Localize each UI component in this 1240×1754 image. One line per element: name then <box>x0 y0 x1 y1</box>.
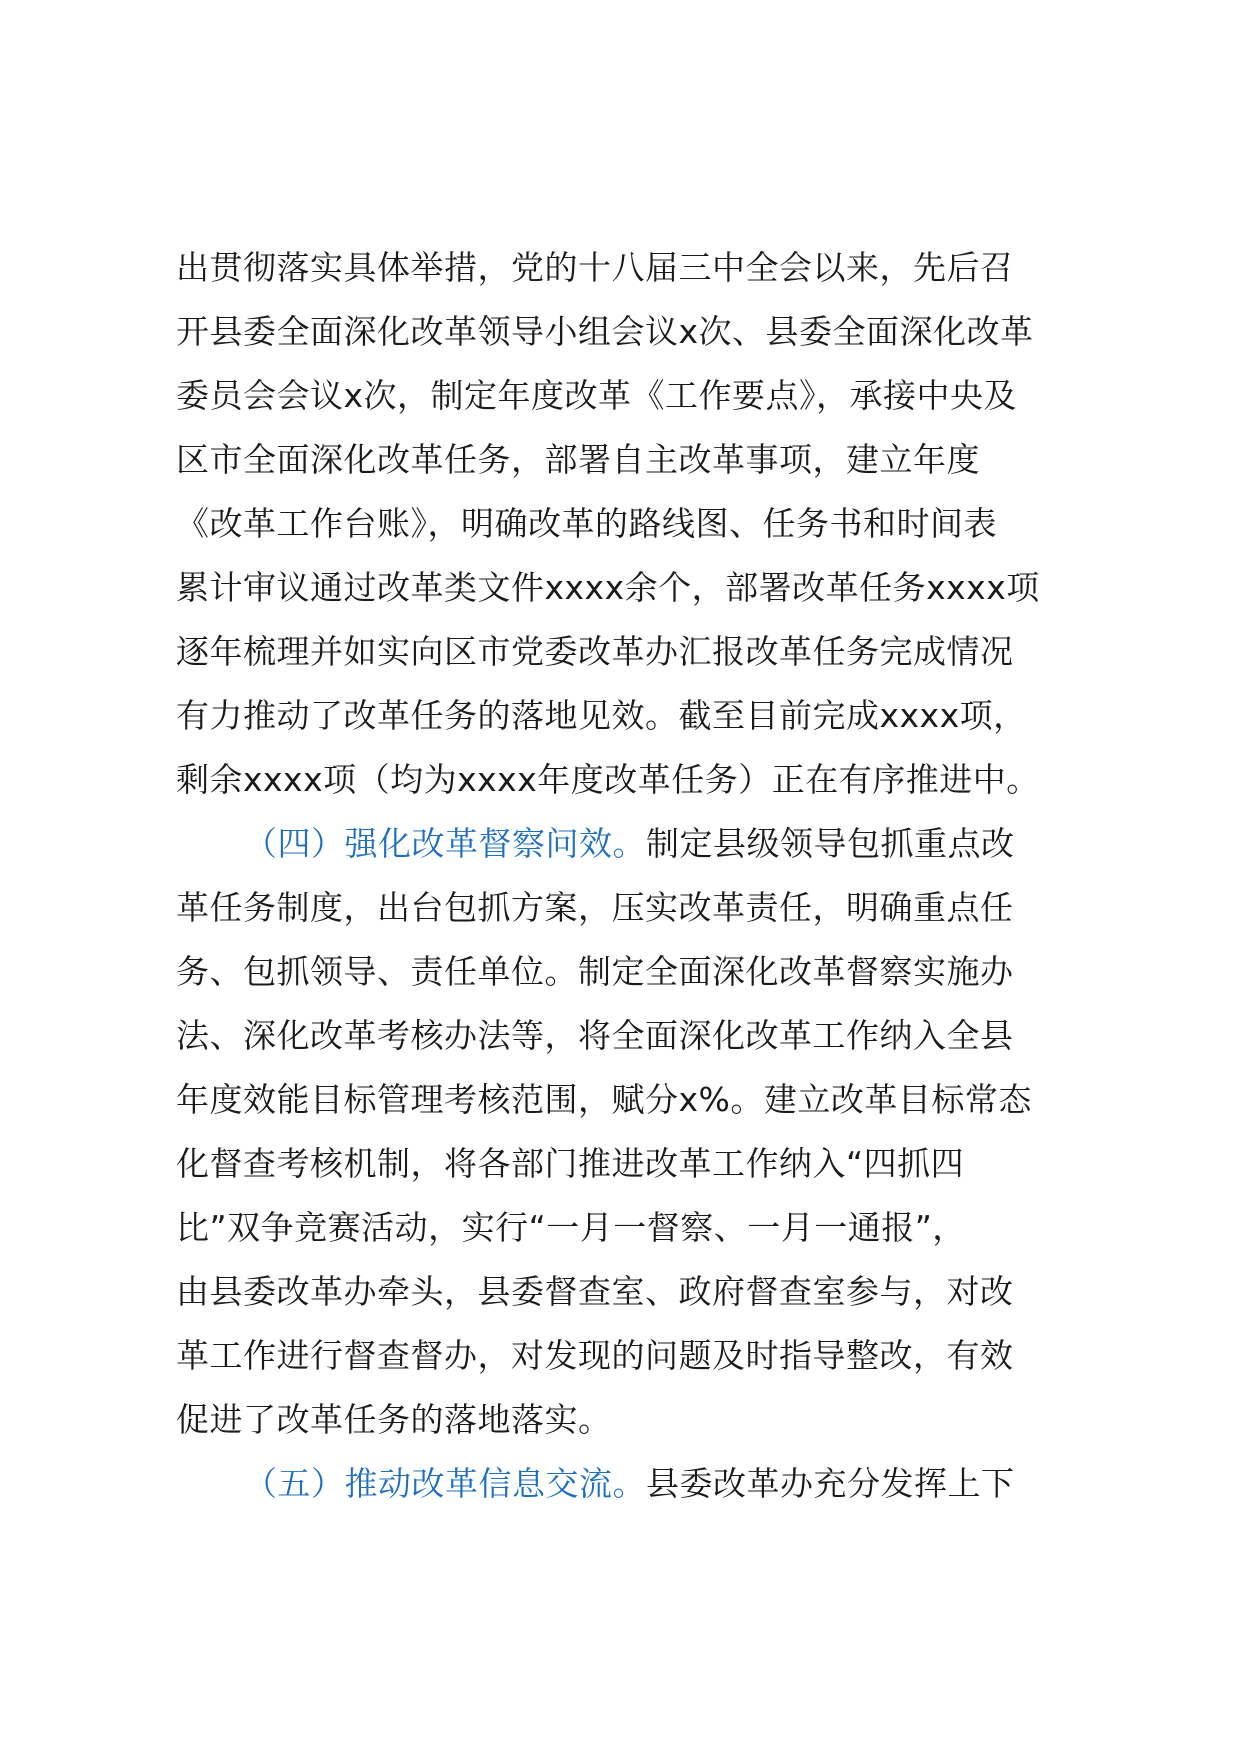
paragraph-line: 年度效能目标管理考核范围，赋分x%。建立改革目标常态 <box>176 1080 1032 1119</box>
paragraph-line: 委员会会议x次，制定年度改革《工作要点》，承接中央及 <box>176 376 1018 415</box>
section-5-heading: （五）推动改革信息交流。 <box>244 1464 646 1503</box>
section-5-first-line <box>176 1452 1106 1516</box>
paragraph-line: 出贯彻落实具体举措，党的十八届三中全会以来，先后召 <box>176 248 1014 287</box>
paragraph-line: 累计审议通过改革类文件xxxx余个，部署改革任务xxxx项 <box>176 568 1040 607</box>
section-5-first-line-text: 县委改革办充分发挥上下 <box>646 1464 1015 1503</box>
paragraph-line: 务、包抓领导、责任单位。制定全面深化改革督察实施办 <box>176 952 1014 991</box>
section-4-heading: （四）强化改革督察问效。 <box>244 824 646 863</box>
paragraph-line: 有力推动了改革任务的落地见效。截至目前完成xxxx项， <box>176 696 1027 735</box>
paragraph-line: 剩余xxxx项（均为xxxx年度改革任务）正在有序推进中。 <box>176 760 1040 799</box>
paragraph-line: 促进了改革任务的落地落实。 <box>176 1400 612 1439</box>
paragraph-line: 化督查考核机制，将各部门推进改革工作纳入“四抓四 <box>176 1144 965 1183</box>
paragraph-line: 由县委改革办牵头，县委督查室、政府督查室参与，对改 <box>176 1272 1014 1311</box>
section-4-first-line <box>176 812 1106 876</box>
paragraph-line: 逐年梳理并如实向区市党委改革办汇报改革任务完成情况 <box>176 632 1014 671</box>
paragraph-line: 《改革工作台账》，明确改革的路线图、任务书和时间表 <box>176 504 997 543</box>
paragraph-line: 革任务制度，出台包抓方案，压实改革责任，明确重点任 <box>176 888 1014 927</box>
paragraph-line: 法、深化改革考核办法等，将全面深化改革工作纳入全县 <box>176 1016 1014 1055</box>
paragraph-line: 区市全面深化改革任务，部署自主改革事项，建立年度 <box>176 440 980 479</box>
section-4-first-line-text: 制定县级领导包抓重点改 <box>646 824 1015 863</box>
document-body <box>176 236 1106 1516</box>
paragraph-line: 开县委全面深化改革领导小组会议x次、县委全面深化改革 <box>176 312 1034 351</box>
paragraph-line: 革工作进行督查督办，对发现的问题及时指导整改，有效 <box>176 1336 1014 1375</box>
paragraph-line: 比”双争竞赛活动，实行“一月一督察、一月一通报”， <box>176 1208 966 1247</box>
